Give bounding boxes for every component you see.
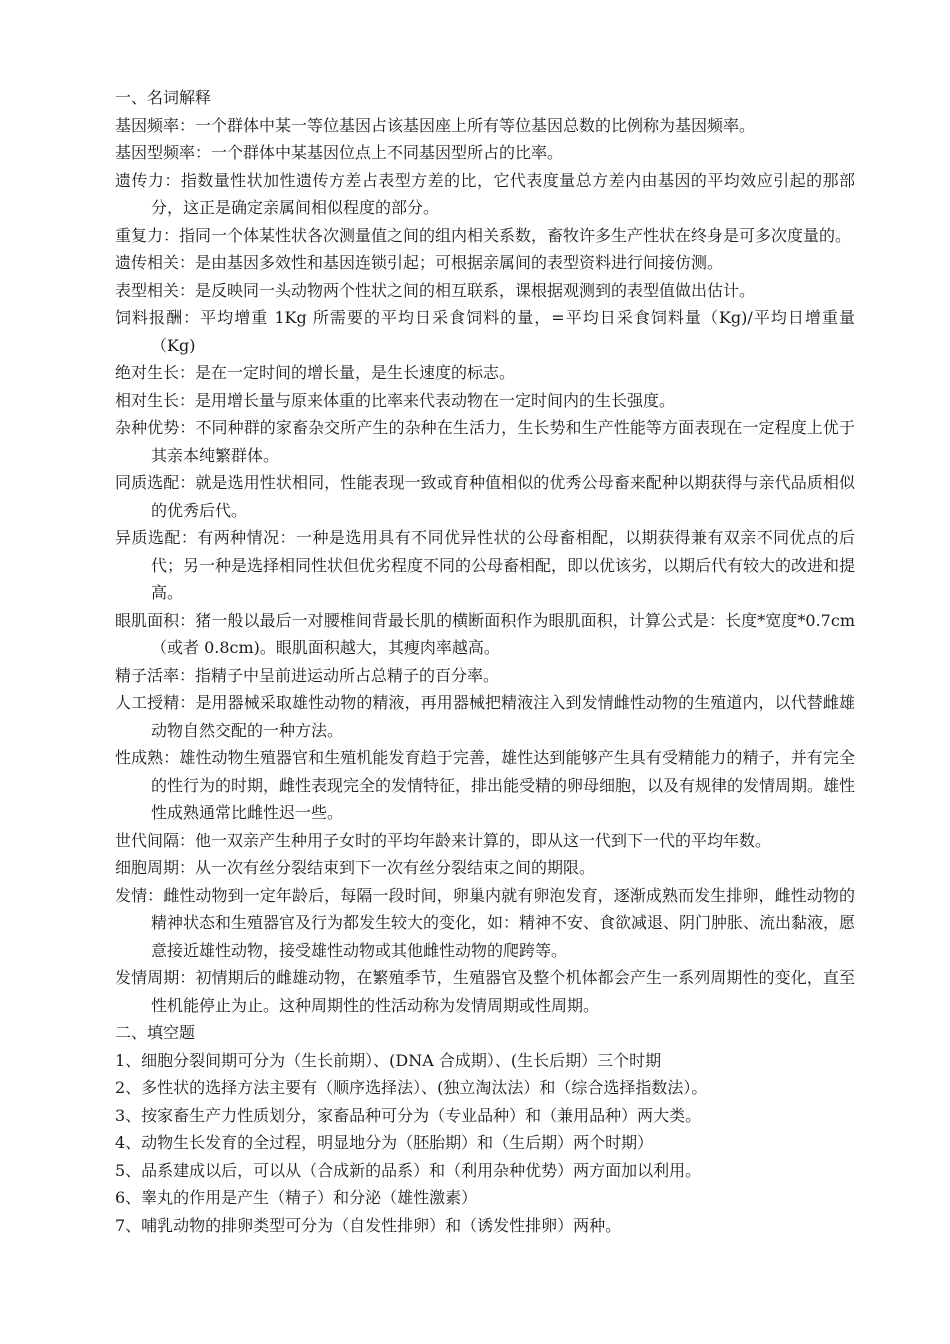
fill-in-item: 5、品系建成以后，可以从（合成新的品系）和（利用杂种优势）两方面加以利用。 bbox=[115, 1160, 702, 1180]
definition-phenotypic-correlation: 表型相关：是反映同一头动物两个性状之间的相互联系，课根据观测到的表型值做出估计。 bbox=[115, 280, 756, 300]
fill-in-item: 4、动物生长发育的全过程，明显地分为（胚胎期）和（生后期）两个时期） bbox=[115, 1133, 654, 1152]
definition-cell-cycle: 细胞周期：从一次有丝分裂结束到下一次有丝分裂结束之间的期限。 bbox=[115, 858, 596, 877]
definition-sexual-maturity: 性成熟：雄性动物生殖器官和生殖机能发育趋于完善，雄性达到能够产生具有受精能力的精子，并有完全的性行为的时期，雌性表现完全的发情特征，排出能受精的卵母细胞，以及有规律的发情周期。雄性性成熟通常比雌性迟一些。 bbox=[115, 748, 856, 822]
fill-in-item: 3、按家畜生产力性质划分，家畜品种可分为（专业品种）和（兼用品种）两大类。 bbox=[115, 1105, 702, 1125]
definition-repeatability: 重复力：指同一个体某性状各次测量值之间的组内相关系数，畜牧许多生产性状在终身是可多次度量的。 bbox=[115, 225, 852, 245]
fill-in-item: 1、细胞分裂间期可分为（生长前期）、(DNA 合成期）、(生长后期）三个时期 bbox=[115, 1050, 662, 1070]
definition-absolute-growth: 绝对生长：是在一定时间的增长量，是生长速度的标志。 bbox=[115, 363, 516, 382]
section-title-definitions: 一、名词解释 bbox=[115, 88, 212, 107]
definition-generation-interval: 世代间隔：他一双亲产生种用子女时的平均年龄来计算的，即从这一代到下一代的平均年数。 bbox=[115, 830, 772, 850]
definition-assortative-mating: 同质选配：就是选用性状相同，性能表现一致或育种值相似的优秀公母畜来配种以期获得与亲代品质相似的优秀后代。 bbox=[115, 473, 855, 520]
definition-disassortative-mating: 异质选配：有两种情况：一种是选用具有不同优异性状的公母畜相配，以期获得兼有双亲不同优点的后代；另一种是选择相同性状但优劣程度不同的公母畜相配，即以优该劣，以期后代有较大的改进和提高。 bbox=[115, 528, 856, 602]
definition-gene-frequency: 基因频率：一个群体中某一等位基因占该基因座上所有等位基因总数的比例称为基因频率。 bbox=[115, 115, 756, 135]
definition-estrous-cycle: 发情周期：初情期后的雌雄动物，在繁殖季节，生殖器官及整个机体都会产生一系列周期性的变化，直至性机能停止为止。这种周期性的性活动称为发情周期或性周期。 bbox=[115, 968, 855, 1015]
definition-genotype-frequency: 基因型频率：一个群体中某基因位点上不同基因型所占的比率。 bbox=[115, 143, 564, 162]
fill-in-item: 6、睾丸的作用是产生（精子）和分泌（雄性激素） bbox=[115, 1188, 478, 1207]
section-title-fill-in: 二、填空题 bbox=[115, 1023, 196, 1042]
definition-relative-growth: 相对生长：是用增长量与原来体重的比率来代表动物在一定时间内的生长强度。 bbox=[115, 390, 676, 410]
definition-heterosis: 杂种优势：不同种群的家畜杂交所产生的杂种在生活力，生长势和生产性能等方面表现在一定程度上优于其亲本纯繁群体。 bbox=[115, 418, 855, 465]
definition-sperm-motility: 精子活率：指精子中呈前进运动所占总精子的百分率。 bbox=[115, 665, 500, 685]
definition-estrus: 发情：雌性动物到一定年龄后，每隔一段时间，卵巢内就有卵泡发育，逐渐成熟而发生排卵，雌性动物的精神状态和生殖器官及行为都发生较大的变化，如：精神不安、食欲减退、阴门肿胀、流出黏液，愿意接近雄性动物，接受雄性动物或其他雌性动物的爬跨等。 bbox=[115, 885, 856, 960]
definition-heritability: 遗传力：指数量性状加性遗传方差占表型方差的比，它代表度量总方差内由基因的平均效应引起的那部分，这正是确定亲属间相似程度的部分。 bbox=[115, 170, 855, 217]
definition-loin-eye-area: 眼肌面积：猪一般以最后一对腰椎间背最长肌的横断面积作为眼肌面积，计算公式是：长度*宽度*0.7cm（或者 0.8cm)。眼肌面积越大，其瘦肉率越高。 bbox=[115, 610, 855, 657]
definition-genetic-correlation: 遗传相关：是由基因多效性和基因连锁引起；可根据亲属间的表型资料进行间接仿测。 bbox=[115, 253, 724, 272]
definition-artificial-insemination: 人工授精：是用器械采取雄性动物的精液，再用器械把精液注入到发情雌性动物的生殖道内，以代替雌雄动物自然交配的一种方法。 bbox=[115, 693, 855, 740]
fill-in-item: 2、多性状的选择方法主要有（顺序选择法）、(独立淘汰法）和（综合选择指数法）。 bbox=[115, 1078, 708, 1097]
fill-in-item: 7、哺乳动物的排卵类型可分为（自发性排卵）和（诱发性排卵）两种。 bbox=[115, 1215, 622, 1235]
definition-feed-conversion: 饲料报酬：平均增重 1Kg 所需要的平均日采食饲料的量，=平均日采食饲料量（Kg)/平均日增重量（Kg) bbox=[115, 308, 855, 355]
document-page bbox=[115, 84, 855, 1239]
